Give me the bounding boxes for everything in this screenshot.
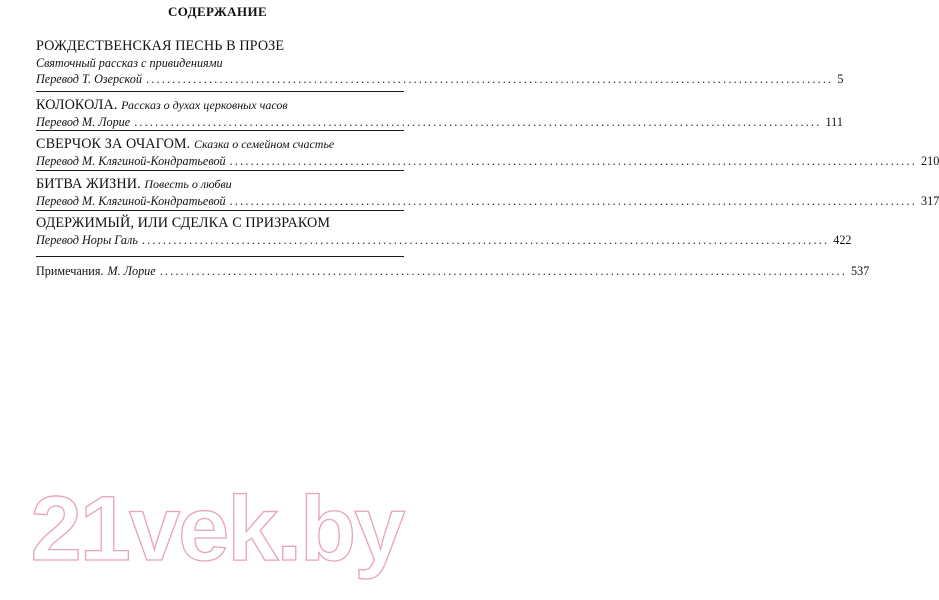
- translator-row: [36, 232, 852, 248]
- notes-label: Примечания.: [36, 264, 104, 278]
- entry-title: [36, 37, 404, 55]
- translator-row: [36, 153, 939, 169]
- page-number: 422: [833, 233, 852, 247]
- page-number: 5: [837, 72, 844, 86]
- entry-title: [36, 214, 404, 232]
- entry-title-text: БИТВА ЖИЗНИ.: [36, 176, 141, 192]
- page-number: 111: [825, 115, 843, 129]
- translator: Перевод Норы Галь: [36, 233, 138, 247]
- entry-title-text: КОЛОКОЛА.: [36, 97, 118, 113]
- entry-subtitle: Рассказ о духах церковных часов: [121, 98, 288, 112]
- entry-subtitle: Сказка о семейном счастье: [193, 137, 335, 151]
- dot-leader: ...................................................................................................................................: [229, 194, 917, 208]
- entry-title-text: ОДЕРЖИМЫЙ, ИЛИ СДЕЛКА С ПРИЗРАКОМ: [36, 215, 331, 231]
- translator: Перевод М. Лорие: [36, 115, 131, 129]
- translator: Перевод М. Клягиной-Кондратьевой: [36, 194, 226, 208]
- notes-entry: [36, 263, 870, 279]
- dot-leader: ...................................................................................................................................: [159, 264, 848, 278]
- toc-entry: [36, 175, 939, 209]
- dot-leader: ...................................................................................................................................: [141, 233, 830, 247]
- page-number: 537: [851, 264, 870, 278]
- entry-title: [36, 135, 404, 153]
- dot-leader: ...................................................................................................................................: [146, 72, 834, 86]
- translator: Перевод Т. Озерской: [36, 72, 142, 86]
- entry-title: [36, 175, 404, 193]
- notes-row: [36, 263, 870, 279]
- toc-entry: [36, 135, 939, 169]
- entry-title-text: РОЖДЕСТВЕНСКАЯ ПЕСНЬ В ПРОЗЕ: [36, 38, 285, 54]
- translator-row: [36, 193, 939, 209]
- toc-entry: [36, 96, 843, 130]
- entry-subtitle: Повесть о любви: [144, 177, 232, 191]
- page-number: 210: [921, 154, 939, 168]
- dot-leader: ...................................................................................................................................: [134, 115, 822, 129]
- divider: [36, 210, 404, 211]
- entry-description: Святочный рассказ с привидениями: [36, 56, 223, 70]
- entry-title-text: СВЕРЧОК ЗА ОЧАГОМ.: [36, 136, 191, 152]
- translator: Перевод М. Клягиной-Кондратьевой: [36, 154, 226, 168]
- translator-row: [36, 114, 843, 130]
- notes-author: М. Лорие: [107, 264, 156, 278]
- toc-entry: [36, 214, 852, 248]
- divider: [36, 91, 404, 92]
- divider: [36, 256, 404, 257]
- page-number: 317: [921, 194, 939, 208]
- page-title: СОДЕРЖАНИЕ: [167, 4, 268, 19]
- toc-entry: [36, 37, 844, 87]
- divider: [36, 130, 404, 131]
- watermark-text: 21vek.by: [30, 478, 404, 580]
- entry-title: [36, 96, 404, 114]
- translator-row: [36, 71, 844, 87]
- divider: [36, 170, 404, 171]
- watermark-logo: [10, 478, 425, 580]
- dot-leader: ...................................................................................................................................: [229, 154, 917, 168]
